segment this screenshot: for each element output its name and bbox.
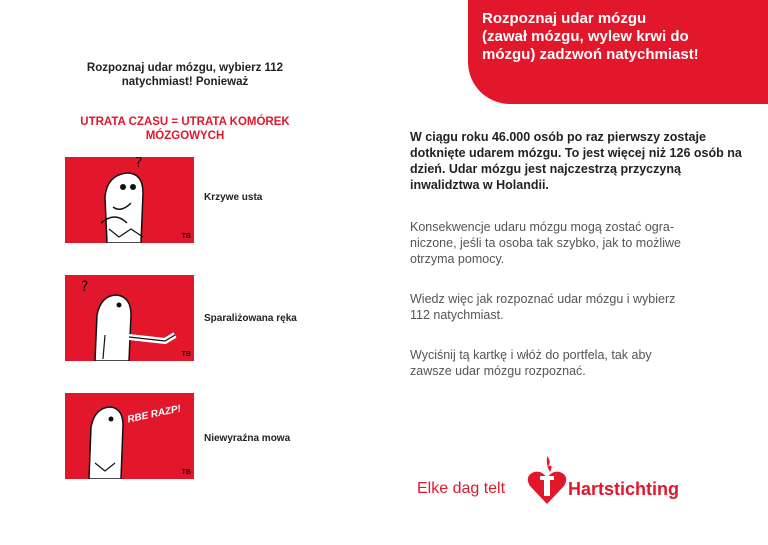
crooked-mouth-figure-icon <box>65 157 194 243</box>
left-heading <box>40 61 330 89</box>
banner-line-1: Rozpoznaj udar mózgu <box>482 10 647 27</box>
left-heading-line-1: Rozpoznaj udar mózgu, wybierz 112 <box>86 62 284 74</box>
svg-text:?: ? <box>81 279 89 295</box>
panel-label-slurred-speech: Niewyraźna mowa <box>204 433 291 444</box>
time-slogan-line-1: UTRATA CZASU = UTRATA KOMÓREK <box>80 116 290 128</box>
paralysed-arm-figure-icon <box>65 275 194 361</box>
illustration-crooked-mouth <box>65 157 194 243</box>
footer-tagline: Elke dag telt <box>417 480 506 497</box>
illustration-paralysed-arm <box>65 275 194 361</box>
illustration-slurred-speech <box>65 393 194 479</box>
recognize-line-2: 112 natychmiast. <box>410 308 504 322</box>
wallet-line-2: zawsze udar mózgu rozpoznać. <box>410 364 586 378</box>
hartstichting-mini-logo: TB <box>181 469 191 476</box>
consequences-line-2: niczone, jeśli ta osoba tak szybko, jak to możliwe <box>410 236 681 250</box>
left-heading-line-2: natychmiast! Ponieważ <box>121 76 249 88</box>
banner-title <box>482 10 752 64</box>
banner-line-2: (zawał mózgu, wylew krwi do <box>482 28 689 45</box>
banner-line-3: mózgu) zadzwoń natychmiast! <box>482 46 699 63</box>
heart-torch-logo-icon <box>526 452 568 506</box>
recognize-line-1: Wiedz więc jak rozpoznać udar mózgu i wybierz <box>410 292 676 306</box>
hartstichting-mini-logo: TB <box>181 233 191 240</box>
footer-brand: Hartstichting <box>568 479 680 499</box>
time-slogan-line-2: MÓZGOWYCH <box>145 130 225 142</box>
speech-bubble-text: RBE RAZP! <box>126 403 183 426</box>
recognize-paragraph <box>410 291 740 323</box>
panel-label-paralysed-arm: Sparaliżowana ręka <box>204 313 297 324</box>
consequences-line-1: Konsekwencje udaru mózgu mogą zostać ogra- <box>410 220 675 234</box>
hartstichting-mini-logo: TB <box>181 351 191 358</box>
svg-text:?: ? <box>135 157 143 171</box>
intro-paragraph: W ciągu roku 46.000 osób po raz pierwszy zostaje dotknięte udarem mózgu. To jest więcej niż 126 osób na dzień. Udar mózgu jest najczestrzą przyczyną inwalidztwa w Holandii. <box>410 130 742 192</box>
wallet-line-1: Wyciśnij tą kartkę i włóż do portfela, tak aby <box>410 348 652 362</box>
consequences-line-3: otrzyma pomocy. <box>410 252 505 266</box>
time-slogan <box>40 115 330 143</box>
panel-label-crooked-mouth: Krzywe usta <box>204 192 263 203</box>
wallet-paragraph <box>410 347 740 379</box>
consequences-paragraph <box>410 219 740 267</box>
